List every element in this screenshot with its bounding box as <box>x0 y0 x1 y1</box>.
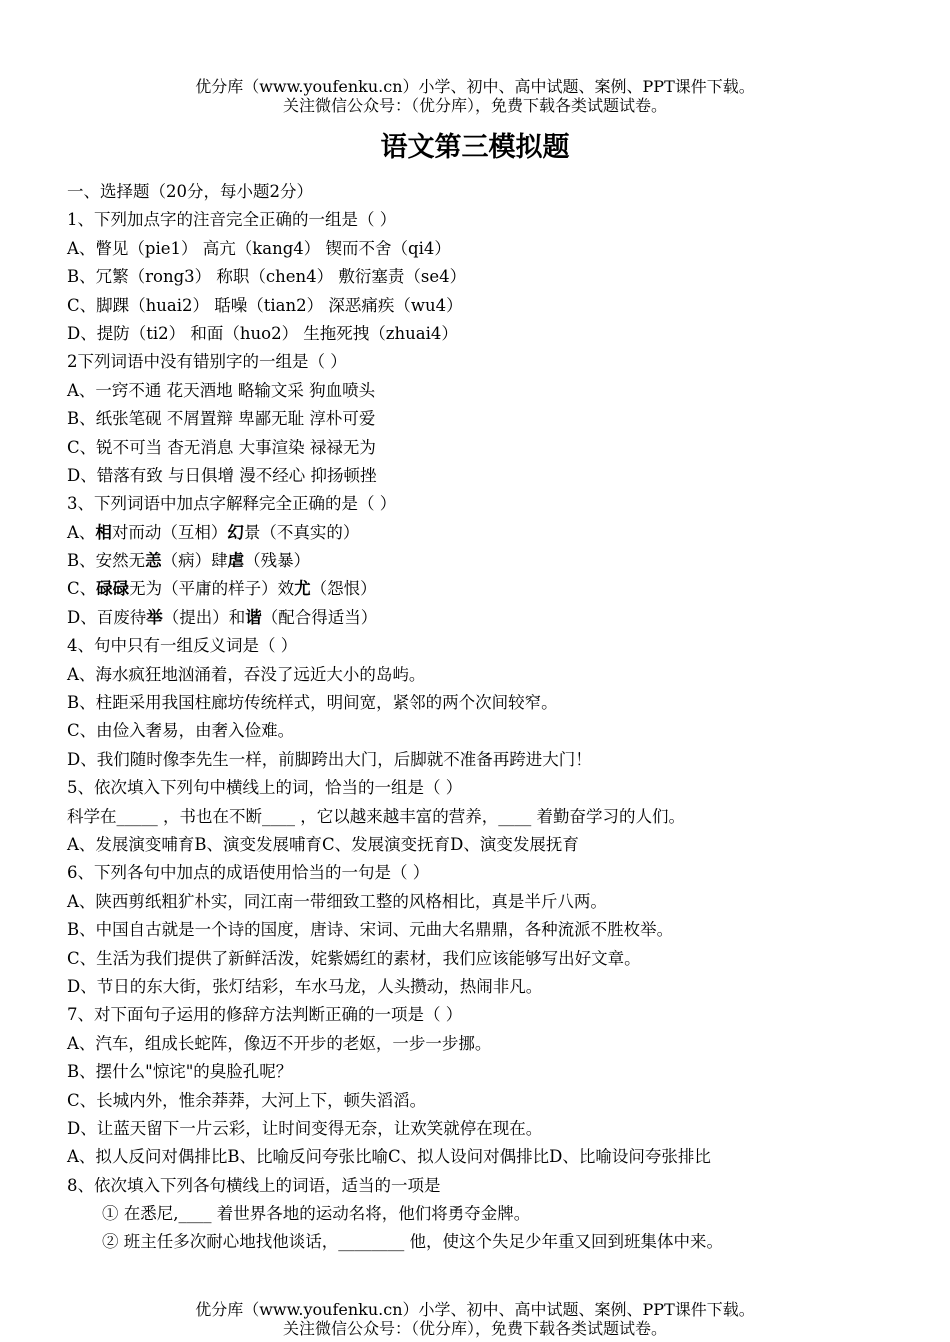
line-text: B、安然无 <box>67 551 146 571</box>
line-text: C、长城内外，惟余莽莽，大河上下，顿失滔滔。 <box>67 1090 427 1110</box>
text-line <box>67 717 927 745</box>
text-line <box>67 462 927 490</box>
text-line <box>67 604 927 632</box>
header-line-1: 优分库（www.youfenku.cn）小学、初中、高中试题、案例、PPT课件下载。 <box>195 77 755 96</box>
line-text: A、发展演变哺育B、演变发展哺育C、发展演变抚育D、演变发展抚育 <box>67 834 579 854</box>
line-text: B、摆什么"惊诧"的臭脸孔呢？ <box>67 1062 293 1082</box>
line-text: 一、选择题（20分，每小题2分） <box>67 182 313 201</box>
text-line <box>67 774 927 802</box>
text-line <box>67 348 927 376</box>
line-text: （病）肆 <box>161 551 228 571</box>
text-line <box>67 1030 927 1058</box>
text-line <box>67 661 927 689</box>
text-line <box>67 235 927 263</box>
line-text: 8、依次填入下列各句横线上的词语，适当的一项是 <box>67 1175 441 1195</box>
line-text: （残暴） <box>244 551 311 571</box>
line-text: C、 <box>67 579 97 599</box>
text-line <box>67 1143 927 1171</box>
text-line <box>67 945 927 973</box>
line-text: A、 <box>67 522 96 542</box>
text-line <box>67 575 927 603</box>
text-line <box>67 916 927 944</box>
text-line <box>67 1200 927 1228</box>
line-text: （提出）和 <box>162 607 246 627</box>
text-line <box>67 434 927 462</box>
line-text: A、汽车，组成长蛇阵，像迈不开步的老妪，一步一步挪。 <box>67 1033 492 1053</box>
line-text: ② 班主任多次耐心地找他谈话，________ 他，使这个失足少年重又回到班集体中来。 <box>102 1232 723 1252</box>
line-text: B、冗繁（rong3） 称职（chen4） 敷衍塞责（se4） <box>67 267 467 287</box>
line-text: C、脚踝（huai2） 聒噪（tian2） 深恶痛疾（wu4） <box>67 295 463 315</box>
header-line-2: 关注微信公众号：（优分库），免费下载各类试题试卷。 <box>282 96 667 115</box>
emphasized-text: 相 <box>95 522 112 542</box>
line-text: C、生活为我们提供了新鲜活泼，姹紫嫣红的素材，我们应该能够写出好文章。 <box>67 948 641 968</box>
text-line <box>67 519 927 547</box>
text-line <box>67 831 927 859</box>
text-line <box>67 746 927 774</box>
page-header <box>0 77 950 115</box>
footer-line-2: 关注微信公众号：（优分库），免费下载各类试题试卷。 <box>282 1319 667 1338</box>
line-text: D、让蓝天留下一片云彩，让时间变得无奈，让欢笑就停在现在。 <box>67 1118 543 1138</box>
line-text: ① 在悉尼,____ 着世界各地的运动名将，他们将勇夺金牌。 <box>102 1204 531 1224</box>
emphasized-text: 幻 <box>227 522 244 542</box>
line-text: （配合得适当） <box>261 607 378 627</box>
line-text: 4、句中只有一组反义词是（ ） <box>67 636 298 656</box>
text-line <box>67 490 927 518</box>
line-text: D、提防（ti2） 和面（huo2） 生拖死拽（zhuai4） <box>67 323 458 343</box>
emphasized-text: 碌碌 <box>96 579 130 599</box>
line-text: 3、下列词语中加点字解释完全正确的是（ ） <box>67 494 397 514</box>
line-text: 2下列词语中没有错别字的一组是（ ） <box>67 352 347 372</box>
line-text: 对而动（互相） <box>111 522 228 542</box>
emphasized-text: 举 <box>146 607 163 627</box>
line-text: C、锐不可当 杳无消息 大事渲染 禄禄无为 <box>67 437 376 457</box>
line-text: 科学在_____ ，书也在不断____ ，它以越来越丰富的营养，____ 着勤奋学习的人们。 <box>67 806 685 826</box>
emphasized-text: 恙 <box>145 551 162 571</box>
line-text: 1、下列加点字的注音完全正确的一组是（ ） <box>67 210 397 230</box>
text-line <box>67 973 927 1001</box>
line-text: D、百废待 <box>67 607 147 627</box>
line-text: D、错落有致 与日俱增 漫不经心 抑扬顿挫 <box>67 465 377 485</box>
line-text: 7、对下面句子运用的修辞方法判断正确的一项是（ ） <box>67 1005 463 1025</box>
document-body <box>67 178 927 1257</box>
document-title: 语文第三模拟题 <box>380 132 570 163</box>
emphasized-text: 谐 <box>245 607 262 627</box>
text-line <box>67 405 927 433</box>
text-line <box>67 1001 927 1029</box>
text-line <box>67 689 927 717</box>
text-line <box>67 292 927 320</box>
line-text: D、节日的东大街，张灯结彩，车水马龙，人头攒动，热闹非凡。 <box>67 976 543 996</box>
line-text: D、我们随时像李先生一样，前脚跨出大门，后脚就不准备再跨进大门！ <box>67 749 592 769</box>
line-text: B、柱距采用我国柱廊坊传统样式，明间宽，紧邻的两个次间较窄。 <box>67 693 558 713</box>
text-line <box>67 1172 927 1200</box>
line-text: A、海水疯狂地汹涌着，吞没了远近大小的岛屿。 <box>67 664 426 684</box>
footer-line-1: 优分库（www.youfenku.cn）小学、初中、高中试题、案例、PPT课件下载。 <box>195 1300 755 1319</box>
text-line <box>67 632 927 660</box>
line-text: A、拟人反问对偶排比B、比喻反问夸张比喻C、拟人设问对偶排比D、比喻设问夸张排比 <box>67 1147 711 1167</box>
text-line <box>67 1115 927 1143</box>
text-line <box>67 1058 927 1086</box>
text-line <box>67 803 927 831</box>
line-text: （怨恨） <box>310 579 377 599</box>
line-text: 无为（平庸的样子）效 <box>129 579 295 599</box>
page-footer <box>0 1300 950 1338</box>
text-line <box>67 547 927 575</box>
line-text: 景（不真实的） <box>243 522 360 542</box>
line-text: A、瞥见（pie1） 高亢（kang4） 锲而不舍（qi4） <box>67 238 451 258</box>
text-line <box>67 377 927 405</box>
text-line <box>67 206 927 234</box>
emphasized-text: 尤 <box>294 579 311 599</box>
line-text: C、由俭入奢易，由奢入俭难。 <box>67 721 295 741</box>
line-text: 5、依次填入下列句中横线上的词，恰当的一组是（ ） <box>67 778 463 798</box>
text-line <box>67 1087 927 1115</box>
line-text: 6、下列各句中加点的成语使用恰当的一句是（ ） <box>67 863 430 883</box>
line-text: A、一窍不通 花天酒地 略输文采 狗血喷头 <box>67 380 376 400</box>
text-line <box>67 859 927 887</box>
text-line <box>67 263 927 291</box>
line-text: B、中国自古就是一个诗的国度，唐诗、宋词、元曲大名鼎鼎，各种流派不胜枚举。 <box>67 920 674 940</box>
emphasized-text: 虐 <box>227 551 245 571</box>
text-line <box>67 1228 927 1256</box>
line-text: B、纸张笔砚 不屑置辩 卑鄙无耻 淳朴可爱 <box>67 409 376 429</box>
line-text: A、陕西剪纸粗犷朴实，同江南一带细致工整的风格相比，真是半斤八两。 <box>67 891 607 911</box>
text-line <box>67 320 927 348</box>
text-line <box>67 178 927 206</box>
text-line <box>67 888 927 916</box>
